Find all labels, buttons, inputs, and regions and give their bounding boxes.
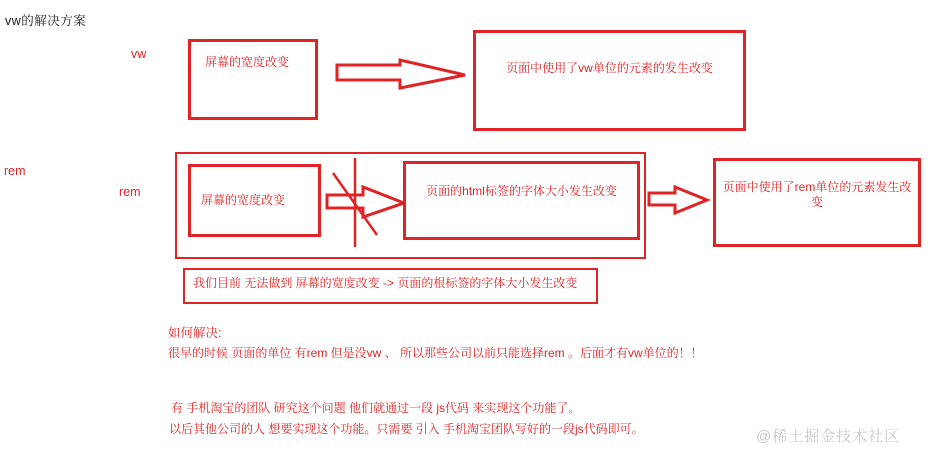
vw-result-text: 页面中使用了vw单位的元素的发生改变 xyxy=(506,61,713,75)
rem-row-label-outer: rem xyxy=(4,164,26,178)
taobao-line2: 以后其他公司的人 想要实现这个功能。只需要 引入 手机淘宝团队写好的一段js代码即可。 xyxy=(169,422,644,436)
taobao-line1: 有 手机淘宝的团队 研究这个问题 他们就通过一段 js代码 来实现这个功能了。 xyxy=(171,401,581,415)
vw-screen-width-box xyxy=(188,39,318,120)
rem-note-text: 我们目前 无法做到 屏幕的宽度改变 -> 页面的根标签的字体大小发生改变 xyxy=(193,276,578,290)
rem-blocked-arrow-icon xyxy=(320,150,412,260)
vw-arrow-icon xyxy=(333,54,471,96)
rem-screen-width-box xyxy=(188,164,321,237)
rem-row-label: rem xyxy=(119,185,141,199)
rem-result-box xyxy=(713,158,921,247)
page-title: vw的解决方案 xyxy=(5,14,87,28)
rem-note-box xyxy=(183,268,598,304)
solution-line: 很早的时候 页面的单位 有rem 但是没vw 、 所以那些公司以前只能选择rem 。后面才有vw单位的！！ xyxy=(168,346,703,360)
rem-screen-width-text: 屏幕的宽度改变 xyxy=(201,193,286,207)
rem-arrow-icon xyxy=(645,183,711,217)
juejin-watermark: @稀土掘金技术社区 xyxy=(756,428,901,445)
solution-heading: 如何解决: xyxy=(168,326,222,340)
vw-result-box xyxy=(473,30,746,131)
rem-html-font-text: 页面的html标签的字体大小发生改变 xyxy=(426,184,617,198)
vw-row-label: vw xyxy=(131,47,147,61)
vw-screen-width-text: 屏幕的宽度改变 xyxy=(205,55,290,69)
rem-result-text: 页面中使用了rem单位的元素发生改变 xyxy=(722,180,912,209)
rem-html-font-box xyxy=(403,161,640,240)
